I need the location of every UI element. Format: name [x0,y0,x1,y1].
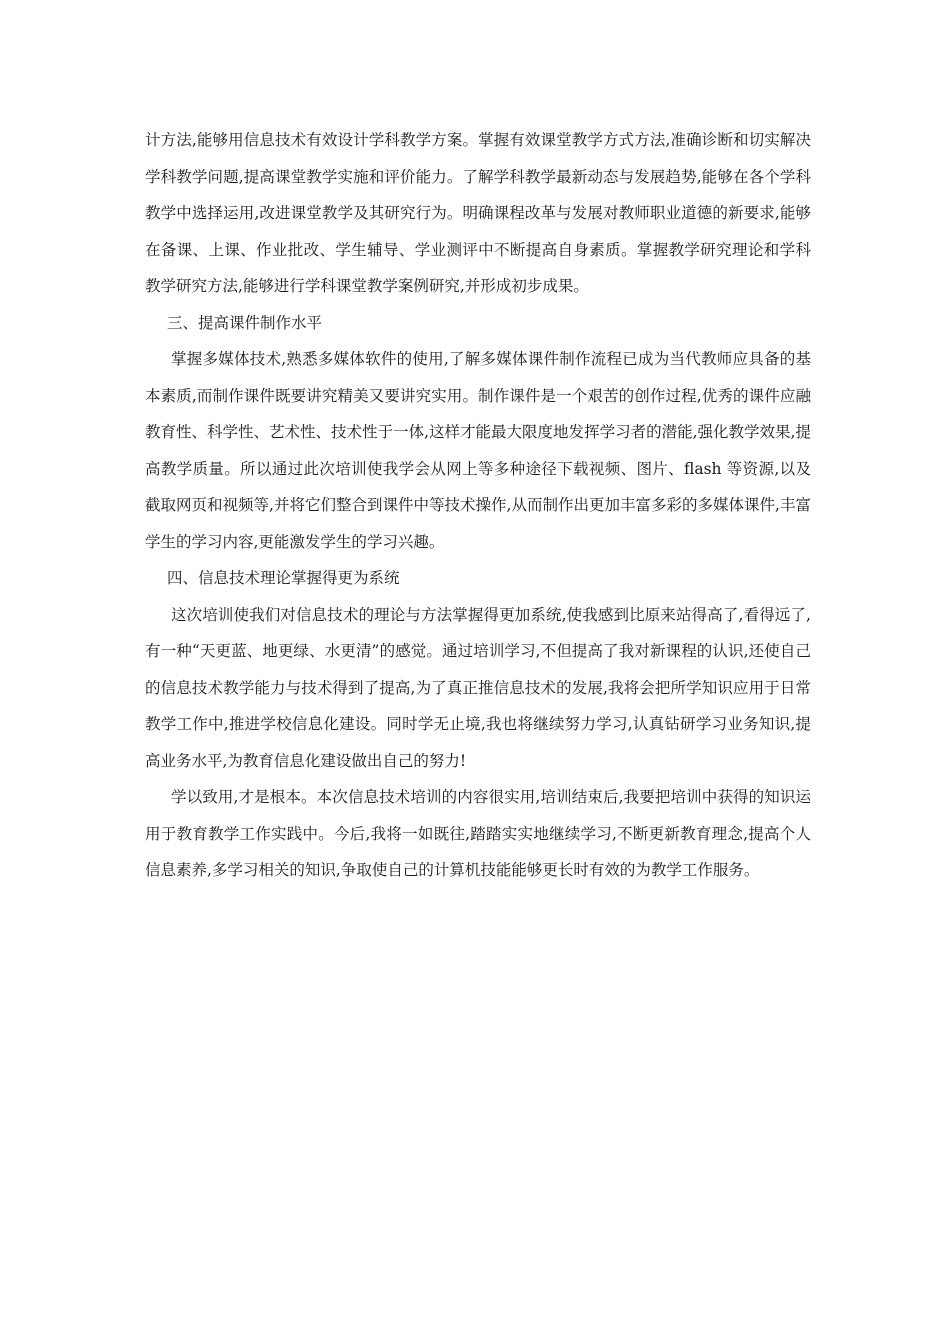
paragraph-theory: 这次培训使我们对信息技术的理论与方法掌握得更加系统,使我感到比原来站得高了,看得远了,有一种“天更蓝、地更绿、水更清”的感觉。通过培训学习,不但提高了我对新课程的认识,还使自己的信息技术教学能力与技术得到了提高,为了真正推信息技术的发展,我将会把所学知识应用于日常教学工作中,推进学校信息化建设。同时学无止境,我也将继续努力学习,认真钻研学习业务知识,提高业务水平,为教育信息化建设做出自己的努力! [145,605,811,770]
section-heading-theory: 四、信息技术理论掌握得更为系统 [167,569,400,587]
paragraph-lesson-design: 计方法,能够用信息技术有效设计学科教学方案。掌握有效课堂教学方式方法,准确诊断和切实解决学科教学问题,提高课堂教学实施和评价能力。了解学科教学最新动态与发展趋势,能够在各个学科教学中选择运用,改进课堂教学及其研究行为。明确课程改革与发展对教师职业道德的新要求,能够在备课、上课、作业批改、学生辅导、学业测评中不断提高自身素质。掌握教学研究理论和学科教学研究方法,能够进行学科课堂教学案例研究,并形成初步成果。 [145,131,811,295]
paragraph-conclusion: 学以致用,才是根本。本次信息技术培训的内容很实用,培训结束后,我要把培训中获得的知识运用于教育教学工作实践中。今后,我将一如既往,踏踏实实地继续学习,不断更新教育理念,提高个人信息素养,多学习相关的知识,争取使自己的计算机技能能够更长时有效的为教学工作服务。 [145,788,811,879]
paragraph-courseware: 掌握多媒体技术,熟悉多媒体软件的使用,了解多媒体课件制作流程已成为当代教师应具备的基本素质,而制作课件既要讲究精美又要讲究实用。制作课件是一个艰苦的创作过程,优秀的课件应融教育性、科学性、艺术性、技术性于一体,这样才能最大限度地发挥学习者的潜能,强化教学效果,提高教学质量。所以通过此次培训使我学会从网上等多种途径下载视频、图片、flash 等资源,以及截取网页和视频等,并将它们整合到课件中等技术操作,从而制作出更加丰富多彩的多媒体课件,丰富学生的学习内容,更能激发学生的学习兴趣。 [145,350,811,551]
section-heading-courseware: 三、提高课件制作水平 [167,313,323,332]
document-body [145,122,811,889]
